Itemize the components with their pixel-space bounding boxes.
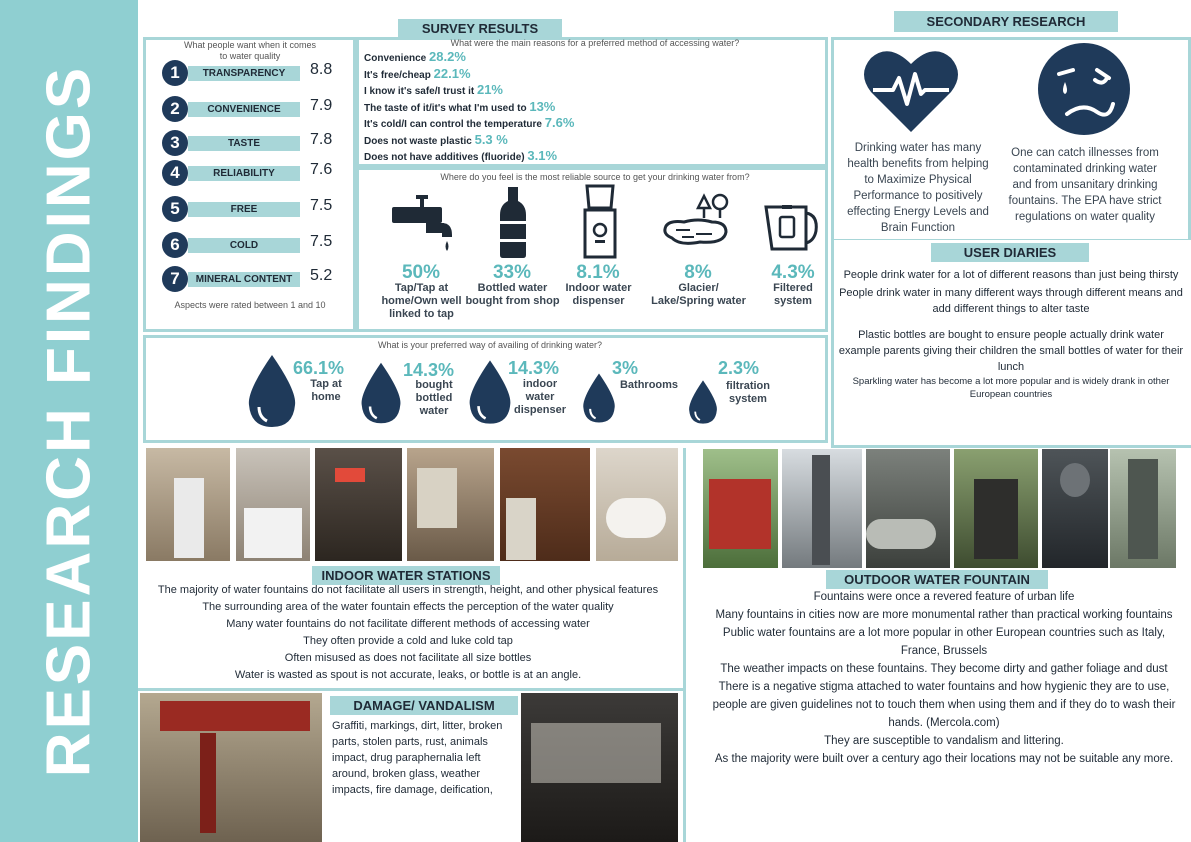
reason-label: Does not waste plastic [364,135,472,147]
survey-title: SURVEY RESULTS [398,19,562,38]
source-percent: 4.3% [771,262,815,283]
photo-outdoor-basin [866,449,950,568]
source-percent: 33% [492,262,532,283]
indoor-line: Water is wasted as spout is not accurate, leaks, or bottle is at an angle. [234,669,582,681]
reason-label: Convenience [364,53,427,64]
indoor-line: The surrounding area of the water fountain effects the perception of the water quality [202,601,614,613]
outdoor-line: Fountains were once a revered feature of urban life [813,591,1075,603]
rank-number: 1 [162,60,188,86]
photo-indoor-fountain-bowl [596,448,678,561]
ranking-footnote: Aspects were rated between 1 and 10 [174,300,326,310]
rank-score: 7.5 [310,233,333,250]
way-percent: 66.1% [293,358,345,378]
photo-indoor-fountain-child [407,448,494,561]
way-percent: 14.3% [403,360,455,380]
secondary-title: SECONDARY RESEARCH [894,11,1118,32]
reason-row [364,99,555,114]
outdoor-line: The weather impacts on these fountains. They become dirty and gather foliage and dust [720,663,1168,675]
reason-row [364,115,574,130]
indoor-line: The majority of water fountains do not facilitate all users in strength, height, and other physical features [157,584,659,596]
indoor-line: Many water fountains do not facilitate different methods of accessing water [226,618,590,630]
way-label: indoor water dispenser [514,378,566,416]
ranking-row [162,266,342,292]
lake-icon [660,192,732,250]
heart-pulse-icon [863,44,959,134]
ranking-row [162,160,342,186]
photo-outdoor-monument [782,449,862,568]
reason-row [364,49,466,64]
reason-label: I know it's safe/I trust it [364,86,475,97]
outdoor-text [706,588,1182,768]
reason-label: It's cold/I can control the temperature [364,119,542,130]
rank-score: 7.6 [310,161,333,178]
reason-row [364,132,508,147]
ranking-row [162,96,342,122]
rank-label: FREE [188,202,300,217]
tap-icon [390,193,455,255]
ranking-row [162,130,342,156]
reason-label: It's free/cheap [364,69,431,81]
source-label: Bottled water bought from shop [465,282,560,307]
rank-label: RELIABILITY [188,166,300,181]
secondary-left-text: Drinking water has many health benefits from helping to Maximize Physical Performance to positively effecting Energy Levels and Brain Function [847,142,989,234]
reason-label: Does not have additives (fluoride) [364,152,525,163]
diaries-text [836,267,1186,401]
way-percent: 14.3% [508,358,560,378]
rank-number: 3 [162,130,188,156]
way-label: Tap at home [310,378,342,403]
sources-question: Where do you feel is the most reliable source to get your drinking water from? [440,172,750,182]
sidebar [0,0,138,842]
secondary-right-text: One can catch illnesses from contaminated drinking water and from unsanitary drinking fountains. The EPA have strict regulations on water quality [1008,147,1162,223]
reason-percent: 3.1% [527,148,558,163]
photo-outdoor-pavilion [703,449,778,568]
rank-score: 7.5 [310,197,333,214]
rank-label: TASTE [188,136,300,151]
page-title: RESEARCH FINDINGS [34,64,104,778]
ranking-row [162,60,342,86]
outdoor-line: They are susceptible to vandalism and littering. [824,735,1064,747]
ranking-row [162,232,342,258]
rank-label: COLD [188,238,300,253]
rank-number: 4 [162,160,188,186]
rank-label: CONVENIENCE [188,102,300,117]
water-drop-icon [360,362,402,424]
source-percent: 8% [684,262,712,283]
reason-percent: 13% [529,98,556,114]
source-label: Indoor water dispenser [565,282,632,307]
rank-number: 7 [162,266,188,292]
photo-indoor-wall-fountain [500,448,590,561]
way-percent: 3% [612,358,639,378]
rank-number: 6 [162,232,188,258]
rank-label: MINERAL CONTENT [188,272,300,287]
diary-line: Sparkling water has become a lot more popular and is widely drank in other European countries [852,376,1170,400]
diaries-title: USER DIARIES [931,243,1089,262]
diary-line: People drink water in many different ways through different means and add different things to alter taste [839,287,1183,315]
source-label: Glacier/ Lake/Spring water [651,282,746,307]
indoor-line: They often provide a cold and luke cold tap [303,635,513,647]
water-drop-icon [582,372,616,424]
reason-label: The taste of it/it's what I'm used to [364,102,527,114]
rank-score: 7.9 [310,97,333,114]
outdoor-line: There is a negative stigma attached to water fountains and how hygienic they are to use, people are given guidelines not to touch them when using them and if they do to wash their hands. (Mercola.com) [712,681,1176,729]
diary-line: Plastic bottles are bought to ensure people actually drink water example parents giving their children the small bottles of water for their lunch [838,329,1184,373]
reason-percent: 22.1% [433,65,471,81]
rank-label: TRANSPARENCY [188,66,300,81]
indoor-text [143,582,673,684]
reason-row [364,66,471,81]
photo-indoor-sink [236,448,310,561]
way-label: Bathrooms [619,379,679,391]
outdoor-line: Public water fountains are a lot more popular in other European countries such as Italy, France, Brussels [722,627,1166,657]
indoor-title: INDOOR WATER STATIONS [312,566,500,585]
reason-percent: 5.3 % [474,131,508,147]
photo-outdoor-fountain-hands [954,449,1038,568]
reason-percent: 7.6% [544,115,575,130]
source-percent: 8.1% [576,262,620,283]
reason-row [364,148,557,163]
source-label: Tap/Tap at home/Own well linked to tap [381,282,462,320]
filter-jug-icon [762,203,820,253]
reason-row [364,82,503,97]
ways-question: What is your preferred way of availing of drinking water? [377,340,603,350]
water-drop-icon [247,355,297,427]
way-label: bought bottled water [415,379,453,417]
sick-face-icon [1037,42,1131,136]
reason-percent: 28.2% [429,49,466,64]
photo-damaged-fountain [140,693,322,842]
damage-title: DAMAGE/ VANDALISM [330,696,518,715]
rank-score: 8.8 [310,61,333,78]
way-label: filtration system [726,380,770,405]
photo-outdoor-lion-head [1042,449,1108,568]
diary-line: People drink water for a lot of different reasons than just being thirsty [843,269,1179,281]
photo-indoor-tap-bottle [315,448,402,561]
water-drop-icon [468,360,512,424]
outdoor-line: Many fountains in cities now are more monumental rather than practical working fountains [715,609,1173,621]
rank-score: 7.8 [310,131,333,148]
source-label: Filtered system [773,282,813,307]
bottle-icon [496,187,530,259]
indoor-line: Often misused as does not facilitate all size bottles [284,652,532,664]
photo-indoor-dispenser [146,448,230,561]
reason-percent: 21% [476,82,503,97]
outdoor-title: OUTDOOR WATER FOUNTAIN [826,570,1048,589]
rank-number: 5 [162,196,188,222]
way-percent: 2.3% [718,358,760,378]
damage-text: Graffiti, markings, dirt, litter, broken parts, stolen parts, rust, animals impact, drug paraphernalia left around, broken glass, weather impacts, fire damage, deification, [332,720,503,796]
outdoor-line: As the majority were built over a century ago their locations may not be suitable any more. [714,753,1174,765]
photo-outdoor-pillar [1110,449,1176,568]
photo-graffiti-fountain [521,693,678,842]
rank-number: 2 [162,96,188,122]
reasons-question: What were the main reasons for a preferred method of accessing water? [450,38,740,48]
water-drop-icon [688,380,718,424]
ranking-caption: What people want when it comes to water quality [183,40,317,61]
source-percent: 50% [401,262,441,283]
ranking-row [162,196,342,222]
rank-score: 5.2 [310,267,333,284]
water-dispenser-icon [581,184,619,259]
